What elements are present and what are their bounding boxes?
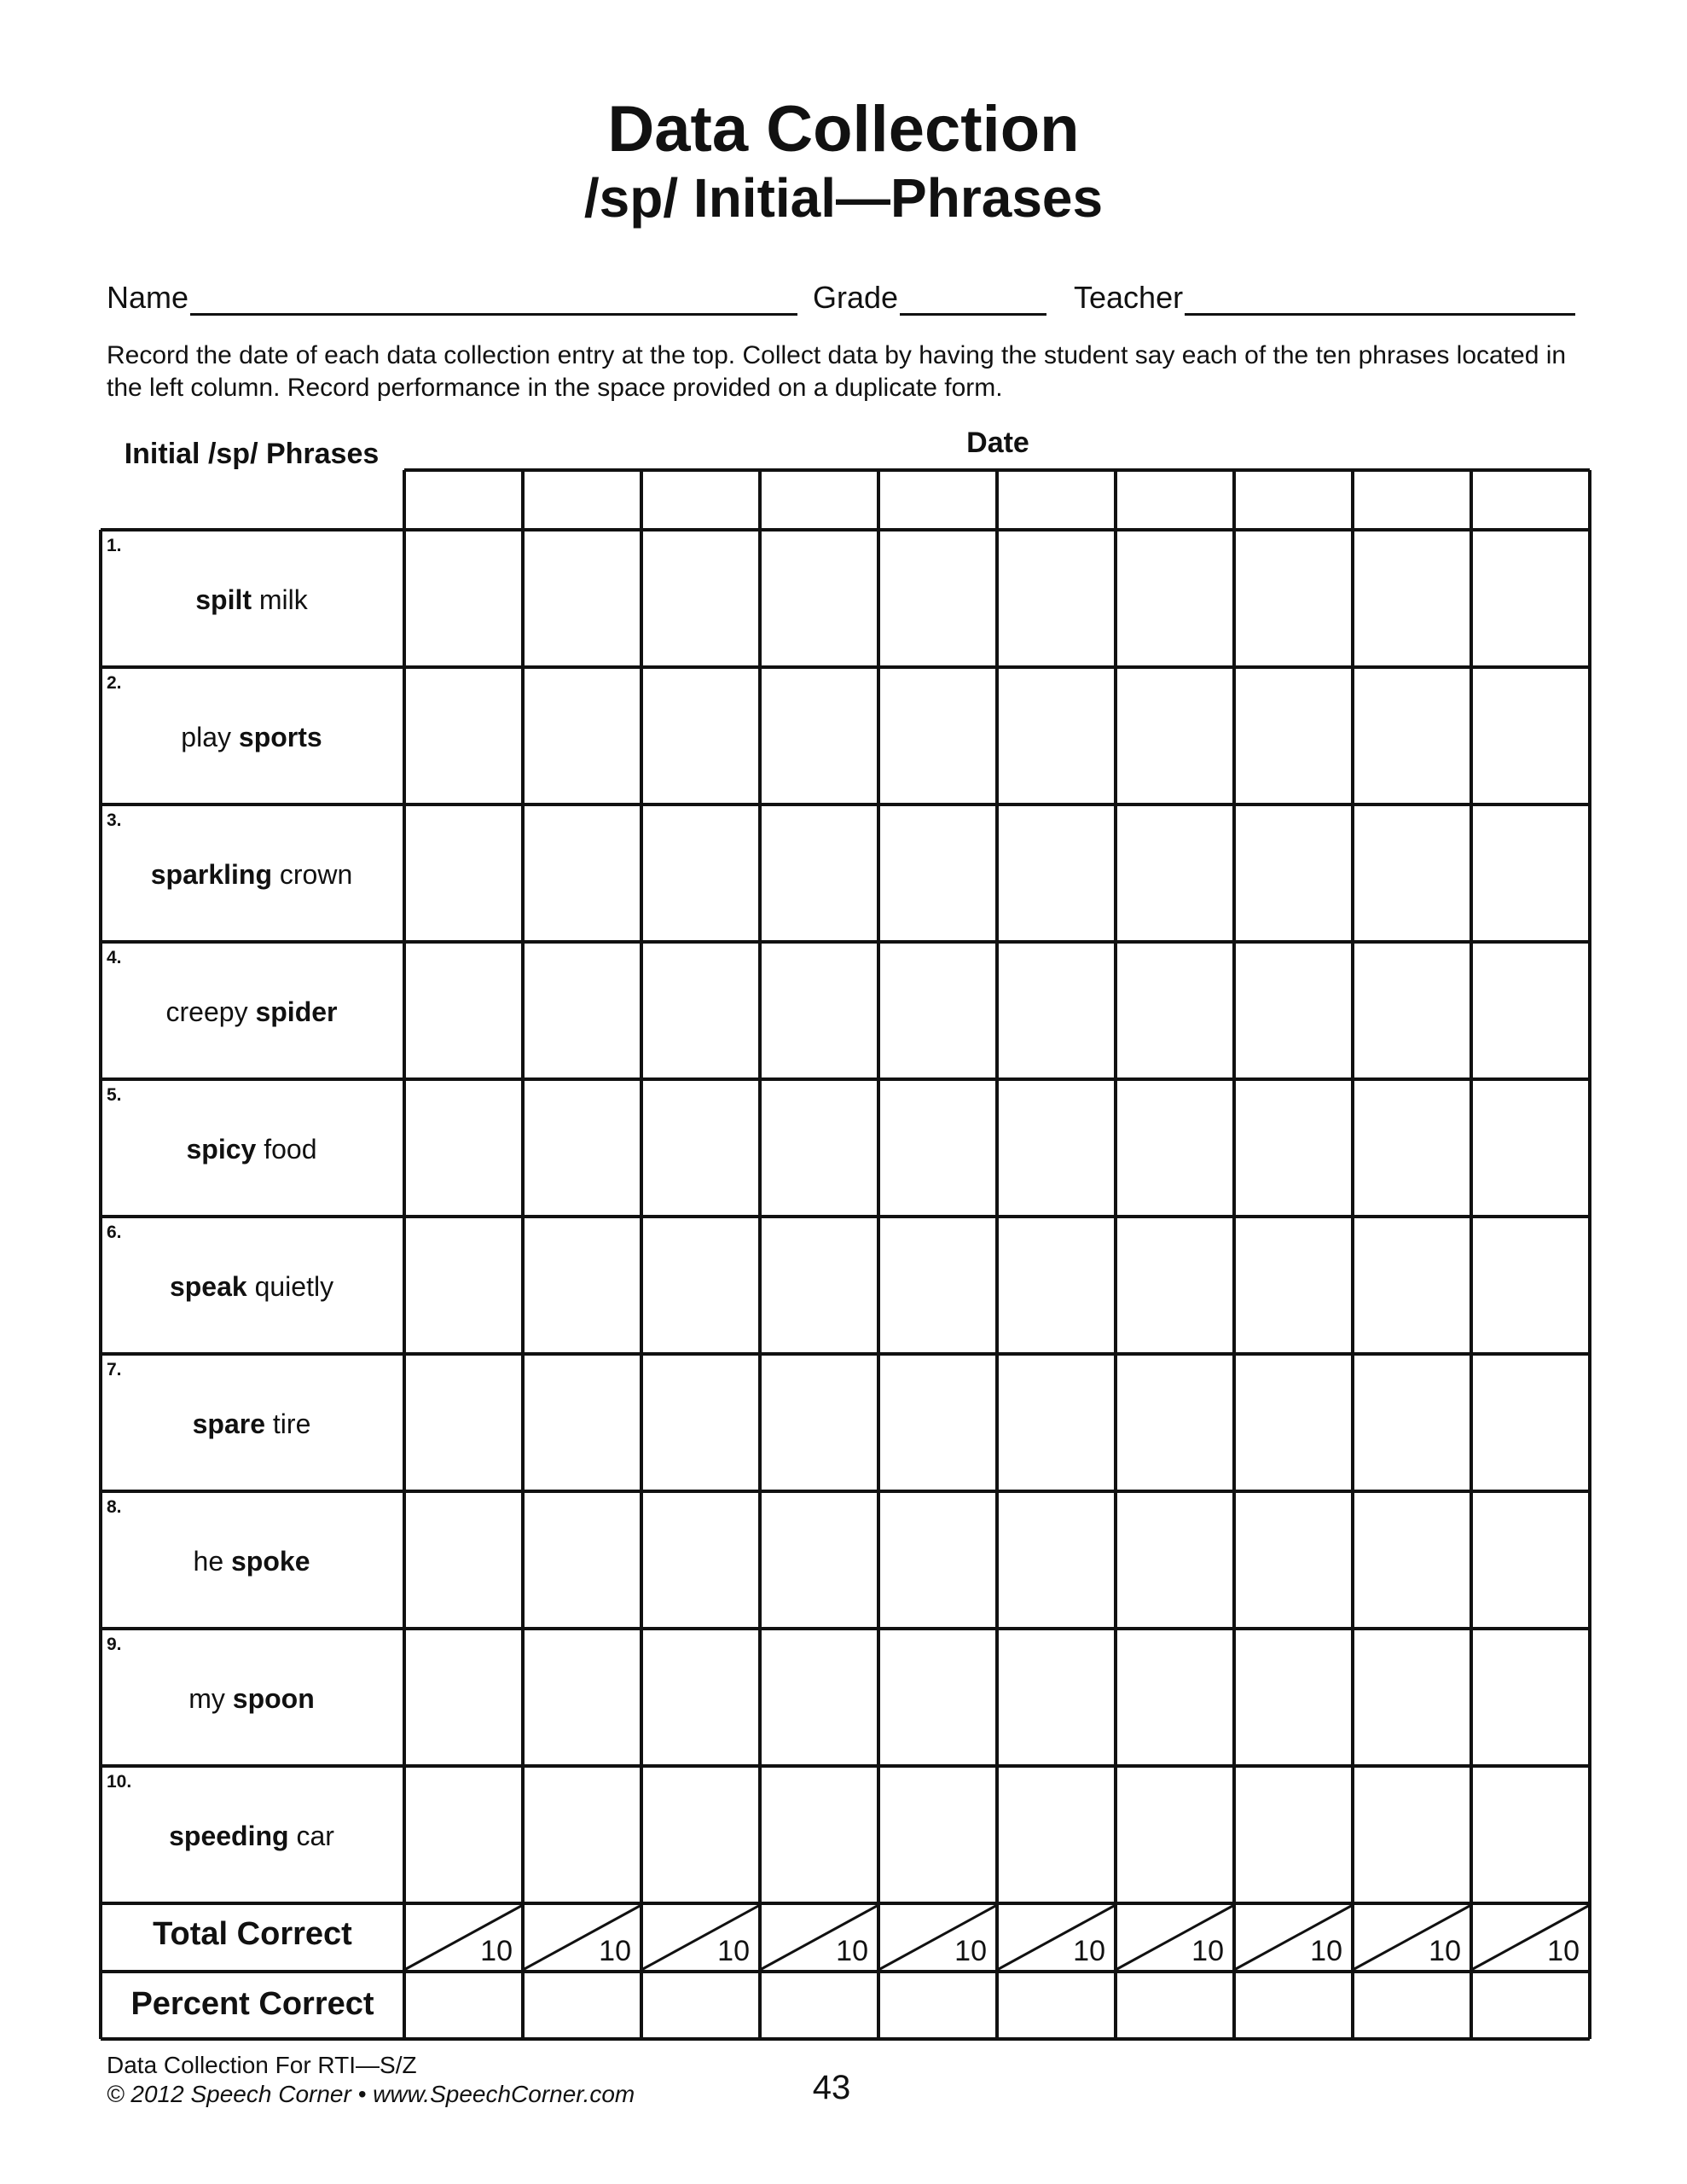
response-cell[interactable] <box>760 942 878 1079</box>
response-cell[interactable] <box>997 1766 1116 1903</box>
response-cell[interactable] <box>1234 1766 1353 1903</box>
total-denominator: 10 <box>599 1935 631 1967</box>
response-cell[interactable] <box>878 1217 997 1354</box>
carrier-word: play <box>181 722 239 752</box>
response-cell[interactable] <box>1471 1217 1590 1354</box>
date-entry-cell[interactable] <box>1116 470 1234 530</box>
response-cell[interactable] <box>1353 804 1471 942</box>
target-word: spilt <box>195 584 252 615</box>
response-cell[interactable] <box>1353 1629 1471 1766</box>
phrase-text <box>102 857 401 892</box>
teacher-label: Teacher <box>1074 280 1184 315</box>
row-number: 6. <box>107 1223 122 1242</box>
response-cell[interactable] <box>523 942 641 1079</box>
carrier-word: he <box>193 1546 231 1577</box>
row-number: 1. <box>107 536 122 555</box>
response-cell[interactable] <box>878 1491 997 1629</box>
response-cell[interactable] <box>1353 1079 1471 1217</box>
response-cell[interactable] <box>1234 530 1353 667</box>
carrier-word: car <box>288 1821 334 1851</box>
response-cell[interactable] <box>1116 1079 1234 1217</box>
response-cell[interactable] <box>997 1491 1116 1629</box>
carrier-word: quietly <box>246 1271 334 1302</box>
response-cell[interactable] <box>1471 1491 1590 1629</box>
date-entry-cell[interactable] <box>1234 470 1353 530</box>
response-cell[interactable] <box>997 1217 1116 1354</box>
response-cell[interactable] <box>1353 942 1471 1079</box>
response-cell[interactable] <box>404 1766 523 1903</box>
response-cell[interactable] <box>1353 667 1471 804</box>
date-entry-cell[interactable] <box>641 470 760 530</box>
response-cell[interactable] <box>641 942 760 1079</box>
response-cell[interactable] <box>404 942 523 1079</box>
date-entry-cell[interactable] <box>523 470 641 530</box>
response-cell[interactable] <box>1116 1766 1234 1903</box>
response-cell[interactable] <box>1234 804 1353 942</box>
response-cell[interactable] <box>878 942 997 1079</box>
row-number: 10. <box>107 1772 132 1792</box>
phrase-text <box>102 720 401 754</box>
response-cell[interactable] <box>1116 1629 1234 1766</box>
response-cell[interactable] <box>1471 942 1590 1079</box>
target-word: sparkling <box>150 859 272 890</box>
response-cell[interactable] <box>997 1079 1116 1217</box>
response-cell[interactable] <box>1116 530 1234 667</box>
page-subtitle: /sp/ Initial—Phrases <box>583 167 1104 229</box>
carrier-word: food <box>256 1134 317 1165</box>
response-cell[interactable] <box>523 1079 641 1217</box>
total-correct-label: Total Correct <box>153 1916 352 1952</box>
response-cell[interactable] <box>641 1491 760 1629</box>
date-entry-cell[interactable] <box>760 470 878 530</box>
target-word: sports <box>238 722 322 752</box>
footer-series-title: Data Collection For RTI—S/Z <box>107 2052 417 2078</box>
response-cell[interactable] <box>878 1354 997 1491</box>
response-cell[interactable] <box>1116 1354 1234 1491</box>
percent-correct-cell[interactable] <box>760 1972 878 2039</box>
response-cell[interactable] <box>1353 1217 1471 1354</box>
percent-correct-cell[interactable] <box>1353 1972 1471 2039</box>
phrase-text <box>102 1407 401 1441</box>
response-cell[interactable] <box>1116 1491 1234 1629</box>
response-cell[interactable] <box>760 1766 878 1903</box>
grade-label: Grade <box>813 280 899 315</box>
row-number: 9. <box>107 1635 122 1654</box>
response-cell[interactable] <box>641 1766 760 1903</box>
phrase-text <box>102 583 401 617</box>
phrase-text <box>102 1682 401 1716</box>
response-cell[interactable] <box>523 1491 641 1629</box>
response-cell[interactable] <box>404 804 523 942</box>
date-column-header: Date <box>966 427 1029 459</box>
carrier-word: crown <box>272 859 353 890</box>
response-cell[interactable] <box>1471 1079 1590 1217</box>
response-cell[interactable] <box>760 1354 878 1491</box>
response-cell[interactable] <box>878 1766 997 1903</box>
response-cell[interactable] <box>1234 942 1353 1079</box>
response-cell[interactable] <box>760 530 878 667</box>
response-cell[interactable] <box>1234 1629 1353 1766</box>
response-cell[interactable] <box>1234 1491 1353 1629</box>
response-cell[interactable] <box>641 1354 760 1491</box>
response-cell[interactable] <box>760 1629 878 1766</box>
response-cell[interactable] <box>641 804 760 942</box>
target-word: spicy <box>186 1134 257 1165</box>
response-cell[interactable] <box>997 804 1116 942</box>
target-word: spoke <box>231 1546 310 1577</box>
response-cell[interactable] <box>641 667 760 804</box>
date-entry-cell[interactable] <box>1471 470 1590 530</box>
row-number: 3. <box>107 810 122 830</box>
response-cell[interactable] <box>760 1217 878 1354</box>
response-cell[interactable] <box>404 1491 523 1629</box>
total-denominator: 10 <box>836 1935 868 1967</box>
total-denominator: 10 <box>480 1935 513 1967</box>
response-cell[interactable] <box>760 804 878 942</box>
phrase-text <box>102 1819 401 1853</box>
response-cell[interactable] <box>760 1491 878 1629</box>
response-cell[interactable] <box>523 1217 641 1354</box>
percent-correct-label: Percent Correct <box>130 1986 374 2022</box>
percent-correct-cell[interactable] <box>997 1972 1116 2039</box>
response-cell[interactable] <box>523 530 641 667</box>
target-word: speak <box>169 1271 247 1302</box>
response-cell[interactable] <box>523 667 641 804</box>
target-word: speeding <box>169 1821 289 1851</box>
response-cell[interactable] <box>1234 1217 1353 1354</box>
phrase-text <box>102 1132 401 1166</box>
carrier-word: tire <box>265 1409 311 1439</box>
response-cell[interactable] <box>1234 1079 1353 1217</box>
response-cell[interactable] <box>1234 667 1353 804</box>
footer-copyright: © 2012 Speech Corner • www.SpeechCorner.com <box>107 2081 635 2107</box>
response-cell[interactable] <box>523 804 641 942</box>
page-number: 43 <box>812 2069 851 2106</box>
response-cell[interactable] <box>878 667 997 804</box>
response-cell[interactable] <box>641 530 760 667</box>
total-denominator: 10 <box>1310 1935 1342 1967</box>
total-denominator: 10 <box>1191 1935 1224 1967</box>
date-entry-cell[interactable] <box>878 470 997 530</box>
response-cell[interactable] <box>997 667 1116 804</box>
response-cell[interactable] <box>997 1354 1116 1491</box>
total-denominator: 10 <box>1429 1935 1461 1967</box>
response-cell[interactable] <box>641 1217 760 1354</box>
response-cell[interactable] <box>1471 1766 1590 1903</box>
carrier-word: my <box>188 1683 233 1714</box>
row-number: 7. <box>107 1360 122 1380</box>
response-cell[interactable] <box>1353 1766 1471 1903</box>
percent-correct-cell[interactable] <box>878 1972 997 2039</box>
response-cell[interactable] <box>1471 804 1590 942</box>
response-cell[interactable] <box>997 1629 1116 1766</box>
percent-correct-cell[interactable] <box>404 1972 523 2039</box>
page-title: Data Collection <box>607 93 1080 166</box>
response-cell[interactable] <box>1471 530 1590 667</box>
response-cell[interactable] <box>1116 667 1234 804</box>
response-cell[interactable] <box>1471 667 1590 804</box>
phrase-text <box>102 1269 401 1304</box>
response-cell[interactable] <box>1116 804 1234 942</box>
name-label: Name <box>107 280 189 315</box>
response-cell[interactable] <box>1116 1217 1234 1354</box>
date-entry-cell[interactable] <box>1353 470 1471 530</box>
response-cell[interactable] <box>523 1766 641 1903</box>
response-cell[interactable] <box>1471 1629 1590 1766</box>
percent-correct-cell[interactable] <box>523 1972 641 2039</box>
total-denominator: 10 <box>1547 1935 1580 1967</box>
response-cell[interactable] <box>878 530 997 667</box>
date-entry-cell[interactable] <box>404 470 523 530</box>
row-number: 4. <box>107 948 122 967</box>
response-cell[interactable] <box>404 530 523 667</box>
percent-correct-cell[interactable] <box>1471 1972 1590 2039</box>
response-cell[interactable] <box>1471 1354 1590 1491</box>
response-cell[interactable] <box>523 1629 641 1766</box>
response-cell[interactable] <box>997 530 1116 667</box>
target-word: spoon <box>232 1683 315 1714</box>
response-cell[interactable] <box>404 667 523 804</box>
response-cell[interactable] <box>404 1354 523 1491</box>
instructions: Record the date of each data collection entry at the top. Collect data by having the student say each of the ten phrases located in the left column. Record performance in the space provided on a duplicate form. <box>107 341 1567 402</box>
percent-correct-cell[interactable] <box>641 1972 760 2039</box>
response-cell[interactable] <box>878 1079 997 1217</box>
row-number: 5. <box>107 1085 122 1105</box>
response-cell[interactable] <box>997 942 1116 1079</box>
total-denominator: 10 <box>717 1935 750 1967</box>
carrier-word: milk <box>252 584 308 615</box>
target-word: spare <box>192 1409 266 1439</box>
row-number: 2. <box>107 673 122 693</box>
target-word: spider <box>255 996 338 1027</box>
response-cell[interactable] <box>523 1354 641 1491</box>
response-cell[interactable] <box>1353 530 1471 667</box>
date-entry-cell[interactable] <box>997 470 1116 530</box>
response-cell[interactable] <box>1353 1491 1471 1629</box>
response-cell[interactable] <box>760 667 878 804</box>
phrase-text <box>102 995 401 1029</box>
response-cell[interactable] <box>760 1079 878 1217</box>
percent-correct-cell[interactable] <box>1234 1972 1353 2039</box>
response-cell[interactable] <box>641 1629 760 1766</box>
response-cell[interactable] <box>404 1079 523 1217</box>
carrier-word: creepy <box>165 996 256 1027</box>
phrases-column-header: Initial /sp/ Phrases <box>124 438 380 470</box>
phrase-text <box>102 1544 401 1578</box>
response-cell[interactable] <box>1116 942 1234 1079</box>
response-cell[interactable] <box>878 804 997 942</box>
response-cell[interactable] <box>404 1217 523 1354</box>
response-cell[interactable] <box>641 1079 760 1217</box>
response-cell[interactable] <box>1353 1354 1471 1491</box>
response-cell[interactable] <box>878 1629 997 1766</box>
row-number: 8. <box>107 1497 122 1517</box>
total-denominator: 10 <box>1073 1935 1105 1967</box>
response-cell[interactable] <box>404 1629 523 1766</box>
total-denominator: 10 <box>954 1935 987 1967</box>
response-cell[interactable] <box>1234 1354 1353 1491</box>
percent-correct-cell[interactable] <box>1116 1972 1234 2039</box>
